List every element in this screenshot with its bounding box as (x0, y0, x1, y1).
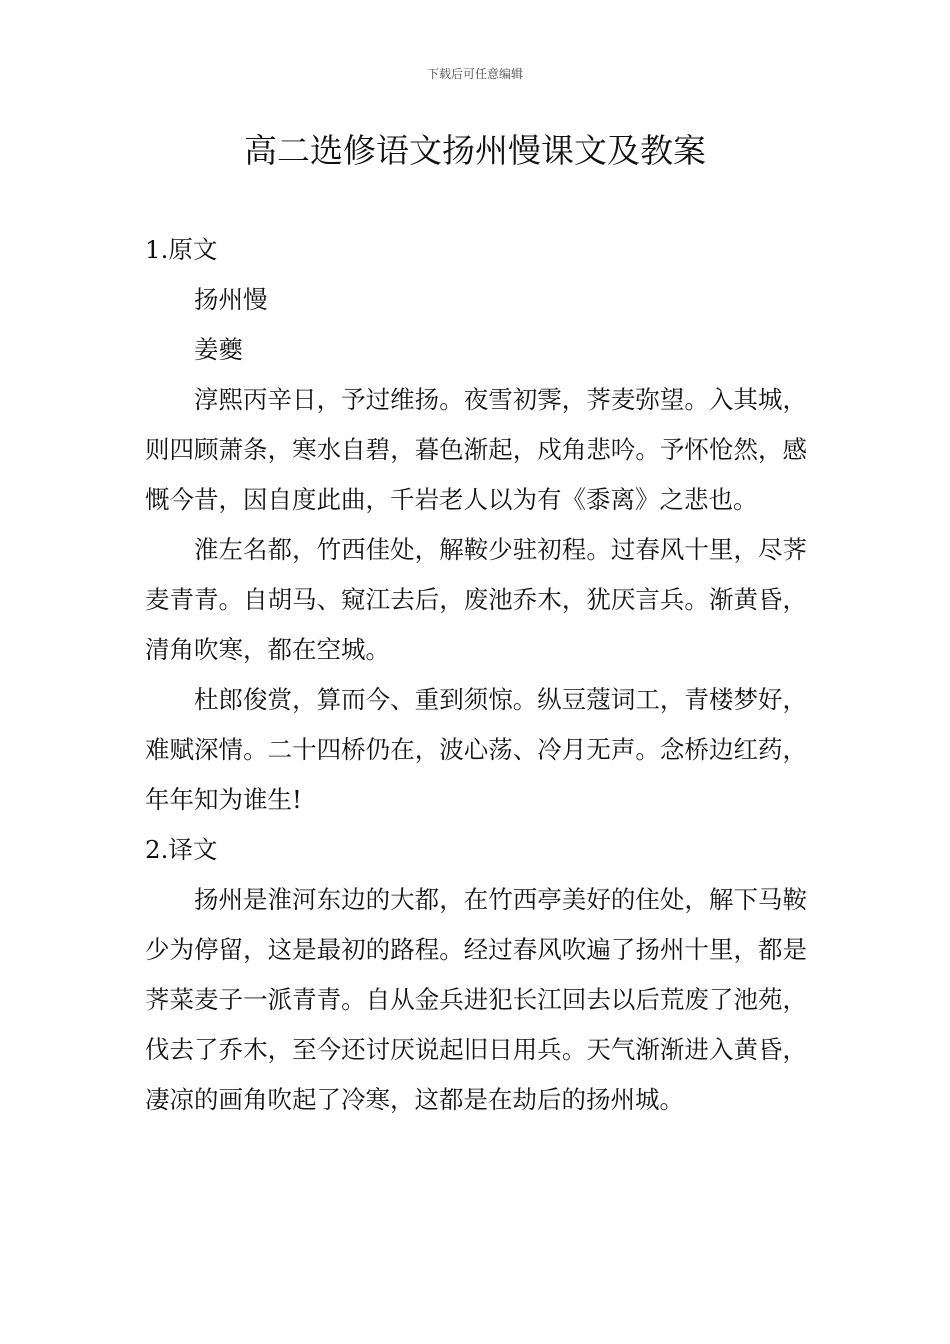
poem-stanza-2: 杜郎俊赏，算而今、重到须惊。纵豆蔻词工，青楼梦好，难赋深情。二十四桥仍在，波心荡、冷月无声。念桥边红药，年年知为谁生! (145, 685, 807, 814)
poem-title: 扬州慢 (194, 285, 268, 314)
section-heading-translation: 2.译文 (145, 835, 218, 864)
poem-author: 姜夔 (194, 335, 243, 364)
watermark-text: 下载后可任意编辑 (426, 67, 523, 81)
document-title: 高二选修语文扬州慢课文及教案 (244, 131, 706, 170)
translation-paragraph-1: 扬州是淮河东边的大都，在竹西亭美好的住处，解下马鞍少为停留，这是最初的路程。经过春风吹遍了扬州十里，都是荠菜麦子一派青青。自从金兵进犯长江回去以后荒废了池苑，伐去了乔木，至今还讨厌说起旧日用兵。天气渐渐进入黄昏，凄凉的画角吹起了冷寒，这都是在劫后的扬州城。 (145, 885, 807, 1114)
section-heading-original: 1.原文 (145, 235, 218, 264)
poem-stanza-1: 淮左名都，竹西佳处，解鞍少驻初程。过春风十里，尽荠麦青青。自胡马、窥江去后，废池乔木，犹厌言兵。渐黄昏，清角吹寒，都在空城。 (145, 535, 807, 664)
document-body (145, 225, 807, 1125)
poem-preface: 淳熙丙辛日，予过维扬。夜雪初霁，荠麦弥望。入其城，则四顾萧条，寒水自碧，暮色渐起，戍角悲吟。予怀怆然，感慨今昔，因自度此曲，千岩老人以为有《黍离》之悲也。 (145, 385, 807, 514)
